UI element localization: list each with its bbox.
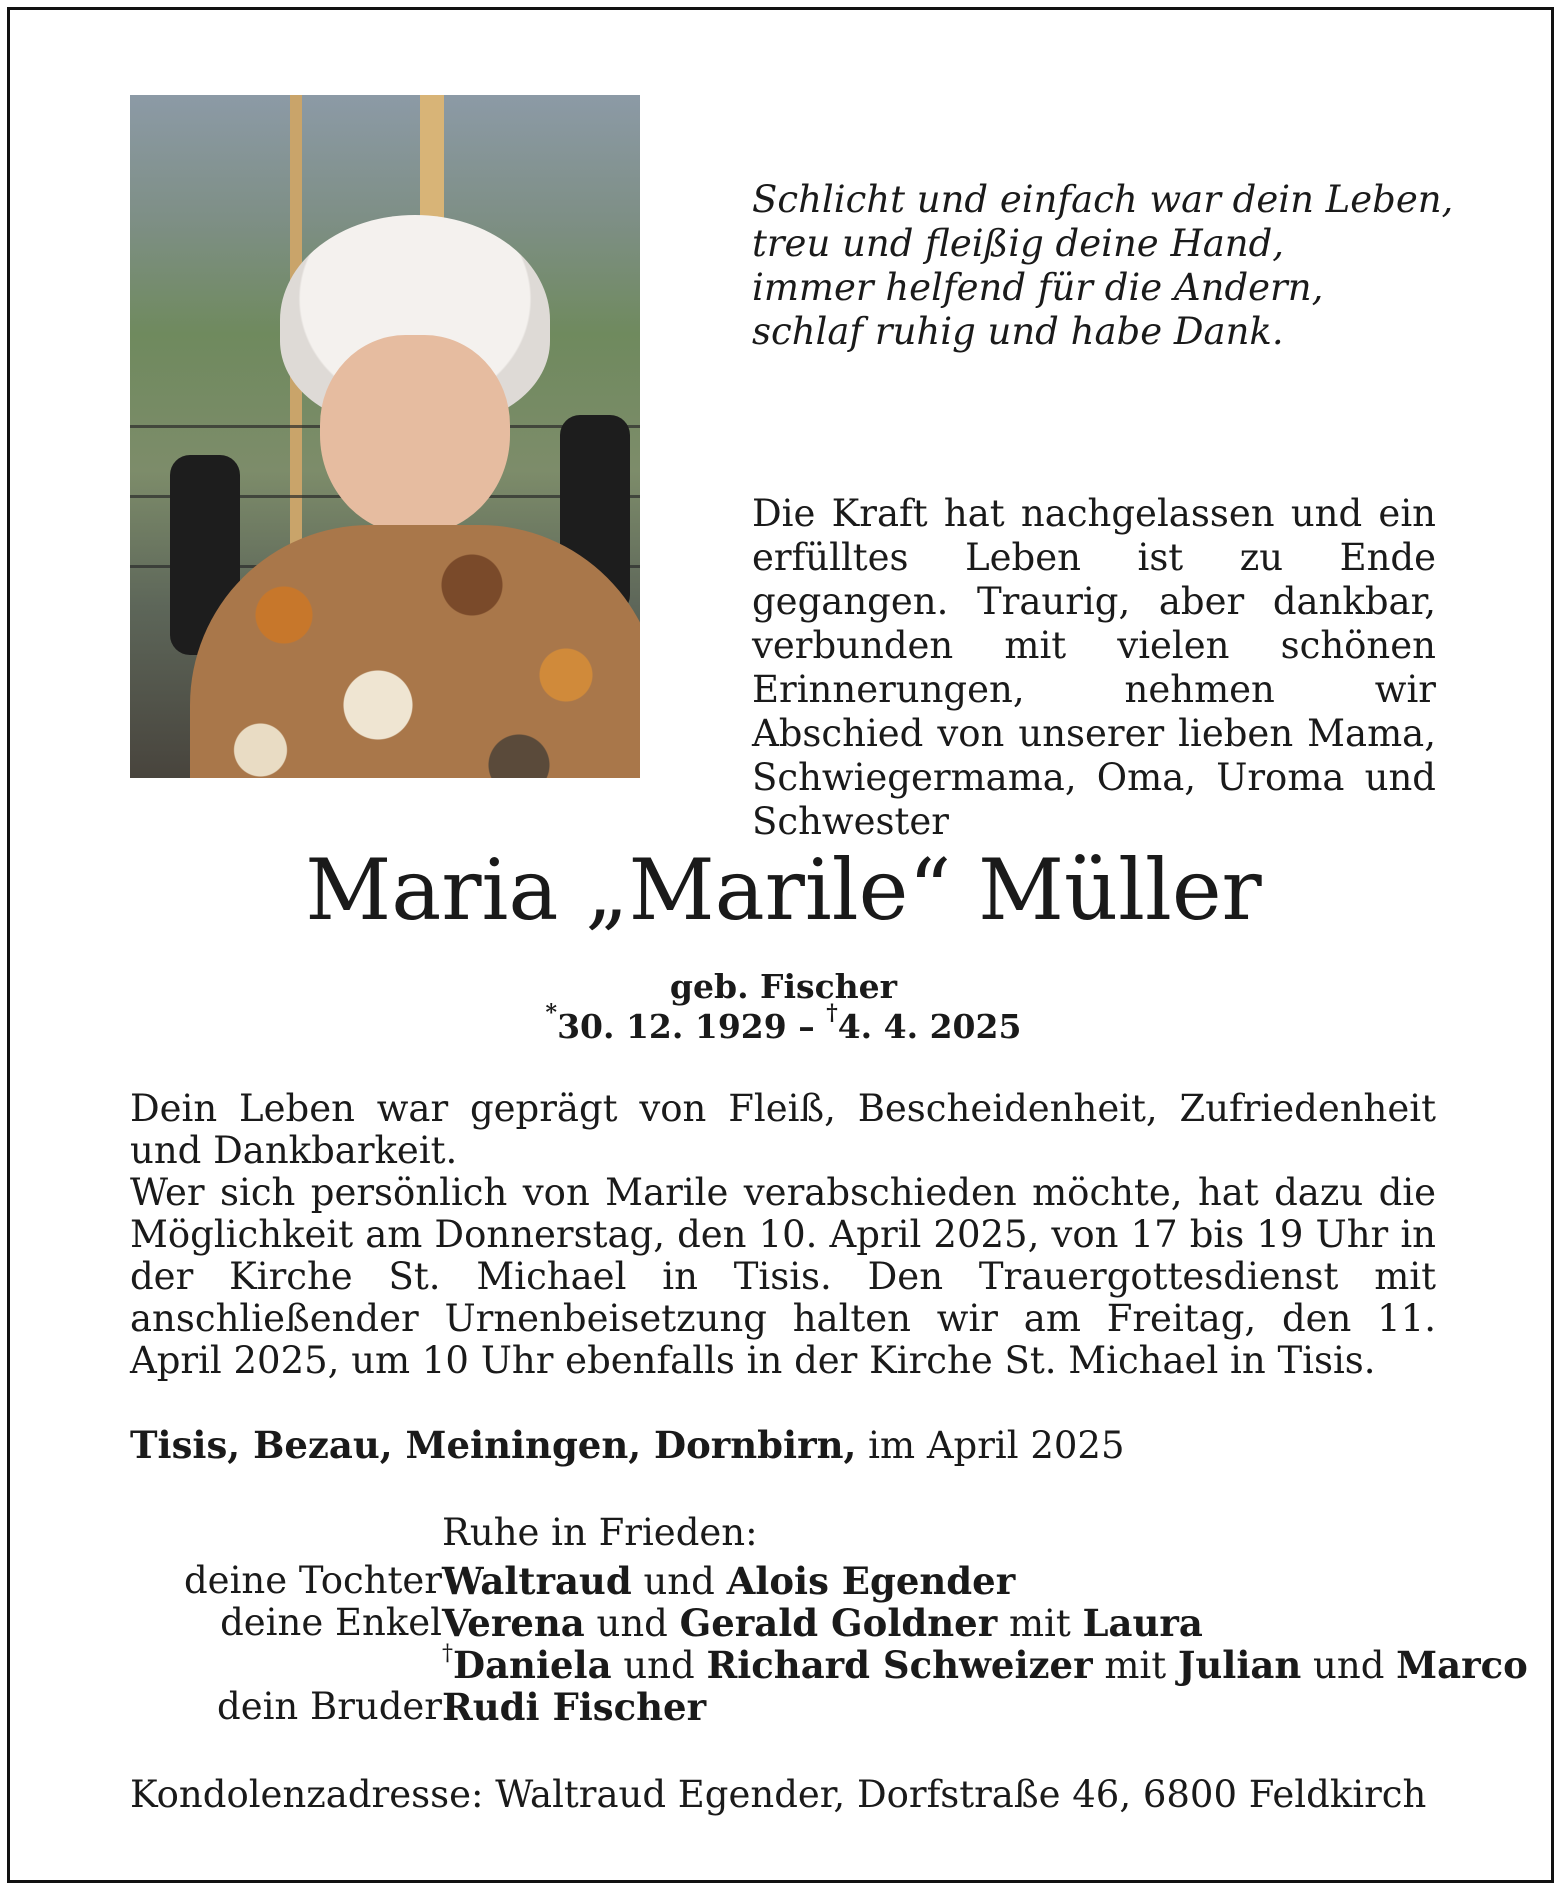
family-names: †Daniela und Richard Schweizer mit Julian und Marco — [442, 1641, 1528, 1687]
birth-symbol: * — [545, 1000, 558, 1026]
birth-date: 30. 12. 1929 — [557, 1007, 787, 1046]
poem — [752, 178, 1452, 354]
poem-line: Schlicht und einfach war dein Leben, — [752, 178, 1454, 221]
deceased-name: Maria „Marile“ Müller — [305, 841, 1262, 939]
relation-label: deine Enkel — [220, 1601, 442, 1644]
family-names: Waltraud und Alois Egender — [442, 1559, 1016, 1603]
body-text — [130, 1088, 1436, 1382]
notice-date: im April 2025 — [856, 1424, 1125, 1467]
poem-line: schlaf ruhig und habe Dank. — [752, 310, 1284, 353]
condolence-address: Kondolenzadresse: Waltraud Egender, Dorfstraße 46, 6800 Feldkirch — [130, 1773, 1427, 1816]
relation-label: dein Bruder — [217, 1685, 442, 1728]
birth-name: geb. Fischer — [669, 967, 898, 1006]
death-symbol: † — [826, 1000, 838, 1026]
family-names: Rudi Fischer — [442, 1685, 707, 1729]
cross-symbol: † — [442, 1641, 453, 1666]
family-names: Verena und Gerald Goldner mit Laura — [442, 1601, 1203, 1645]
portrait-photo — [130, 95, 640, 778]
places: Tisis, Bezau, Meiningen, Dornbirn, — [130, 1423, 857, 1467]
body-paragraph-2: Wer sich persönlich von Marile verabschieden möchte, hat dazu die Möglichkeit am Donnerstag, den 10. April 2025, von 17 bis 19 Uhr in der Kirche St. Michael in Tisis. Den Trauergottesdienst mit anschließender Urnenbeisetzung halten wir am Freitag, den 11. April 2025, um 10 Uhr ebenfalls in der Kirche St. Michael in Tisis. — [130, 1171, 1436, 1382]
place-date — [130, 1424, 1125, 1467]
rest-in-peace: Ruhe in Frieden: — [442, 1511, 758, 1554]
relation-label: deine Tochter — [184, 1559, 442, 1602]
poem-line: immer helfend für die Andern, — [752, 266, 1324, 309]
life-dates: *30. 12. 1929 – †4. 4. 2025 — [545, 1000, 1022, 1046]
poem-line: treu und fleißig deine Hand, — [752, 222, 1285, 265]
death-date: 4. 4. 2025 — [837, 1007, 1022, 1046]
intro-text: Die Kraft hat nachgelassen und ein erfülltes Leben ist zu Ende gegangen. Traurig, aber dankbar, verbunden mit vielen schönen Erinnerungen, nehmen wir Abschied von unserer lieben Mama, Schwiegermama, Oma, Uroma und Schwester — [752, 492, 1436, 843]
body-paragraph-1: Dein Leben war geprägt von Fleiß, Bescheidenheit, Zufriedenheit und Dankbarkeit. — [130, 1087, 1436, 1172]
